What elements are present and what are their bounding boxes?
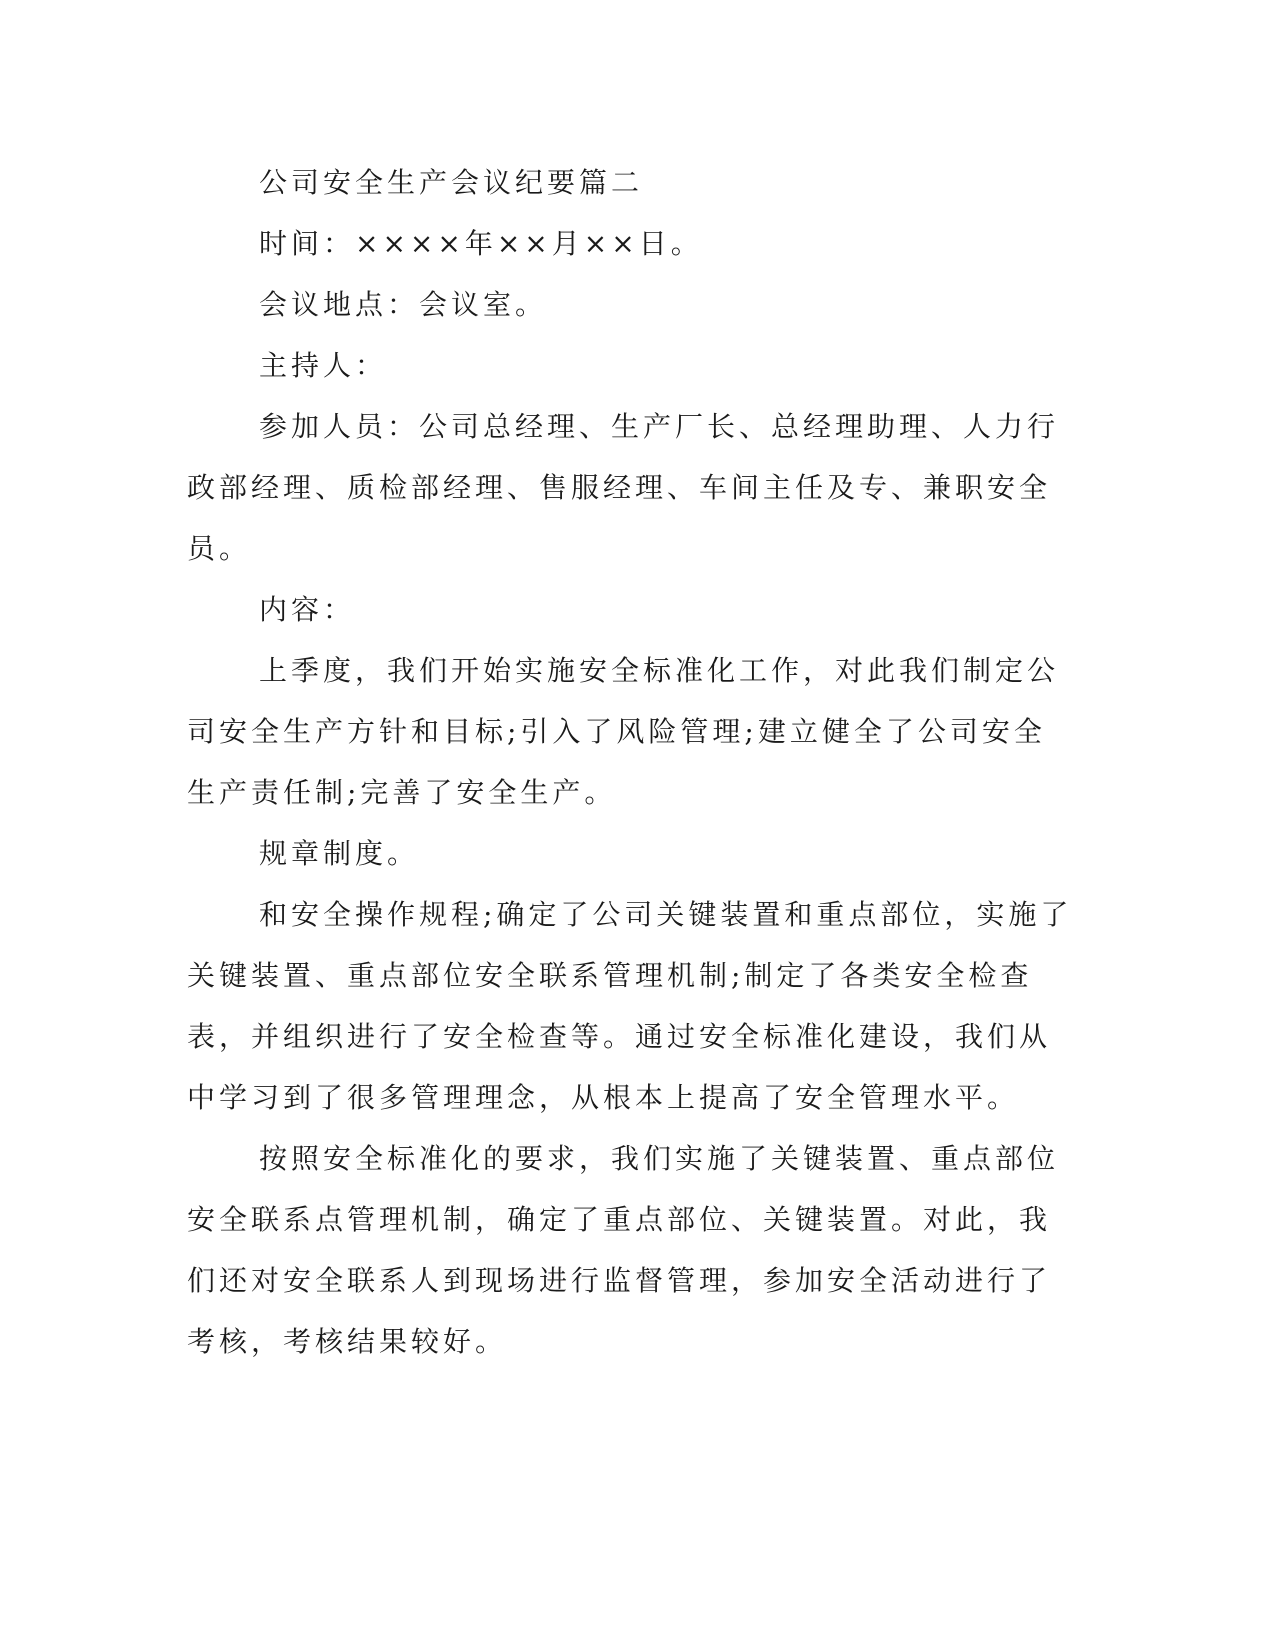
meeting-time: 时间：××××年××月××日。 — [259, 227, 703, 260]
meeting-host: 主持人： — [259, 349, 388, 382]
body-paragraph: 和安全操作规程;确定了公司关键装置和重点部位，实施了关键装置、重点部位安全联系管理机制;制定了各类安全检查表，并组织进行了安全检查等。通过安全标准化建设，我们从中学习到了很多管理理念，从根本上提高了安全管理水平。 — [187, 898, 1073, 1114]
body-paragraph: 规章制度。 — [259, 837, 420, 870]
content-heading: 内容： — [259, 593, 356, 626]
meeting-attendees: 参加人员：公司总经理、生产厂长、总经理助理、人力行政部经理、质检部经理、售服经理、车间主任及专、兼职安全员。 — [187, 410, 1060, 565]
body-paragraph: 按照安全标准化的要求，我们实施了关键装置、重点部位安全联系点管理机制，确定了重点部位、关键装置。对此，我们还对安全联系人到现场进行监督管理，参加安全活动进行了考核，考核结果较好。 — [187, 1142, 1060, 1358]
document-body — [187, 152, 1077, 1372]
document-title: 公司安全生产会议纪要篇二 — [259, 166, 644, 199]
body-paragraph: 上季度，我们开始实施安全标准化工作，对此我们制定公司安全生产方针和目标;引入了风险管理;建立健全了公司安全生产责任制;完善了安全生产。 — [187, 654, 1060, 809]
meeting-location: 会议地点：会议室。 — [259, 288, 548, 321]
